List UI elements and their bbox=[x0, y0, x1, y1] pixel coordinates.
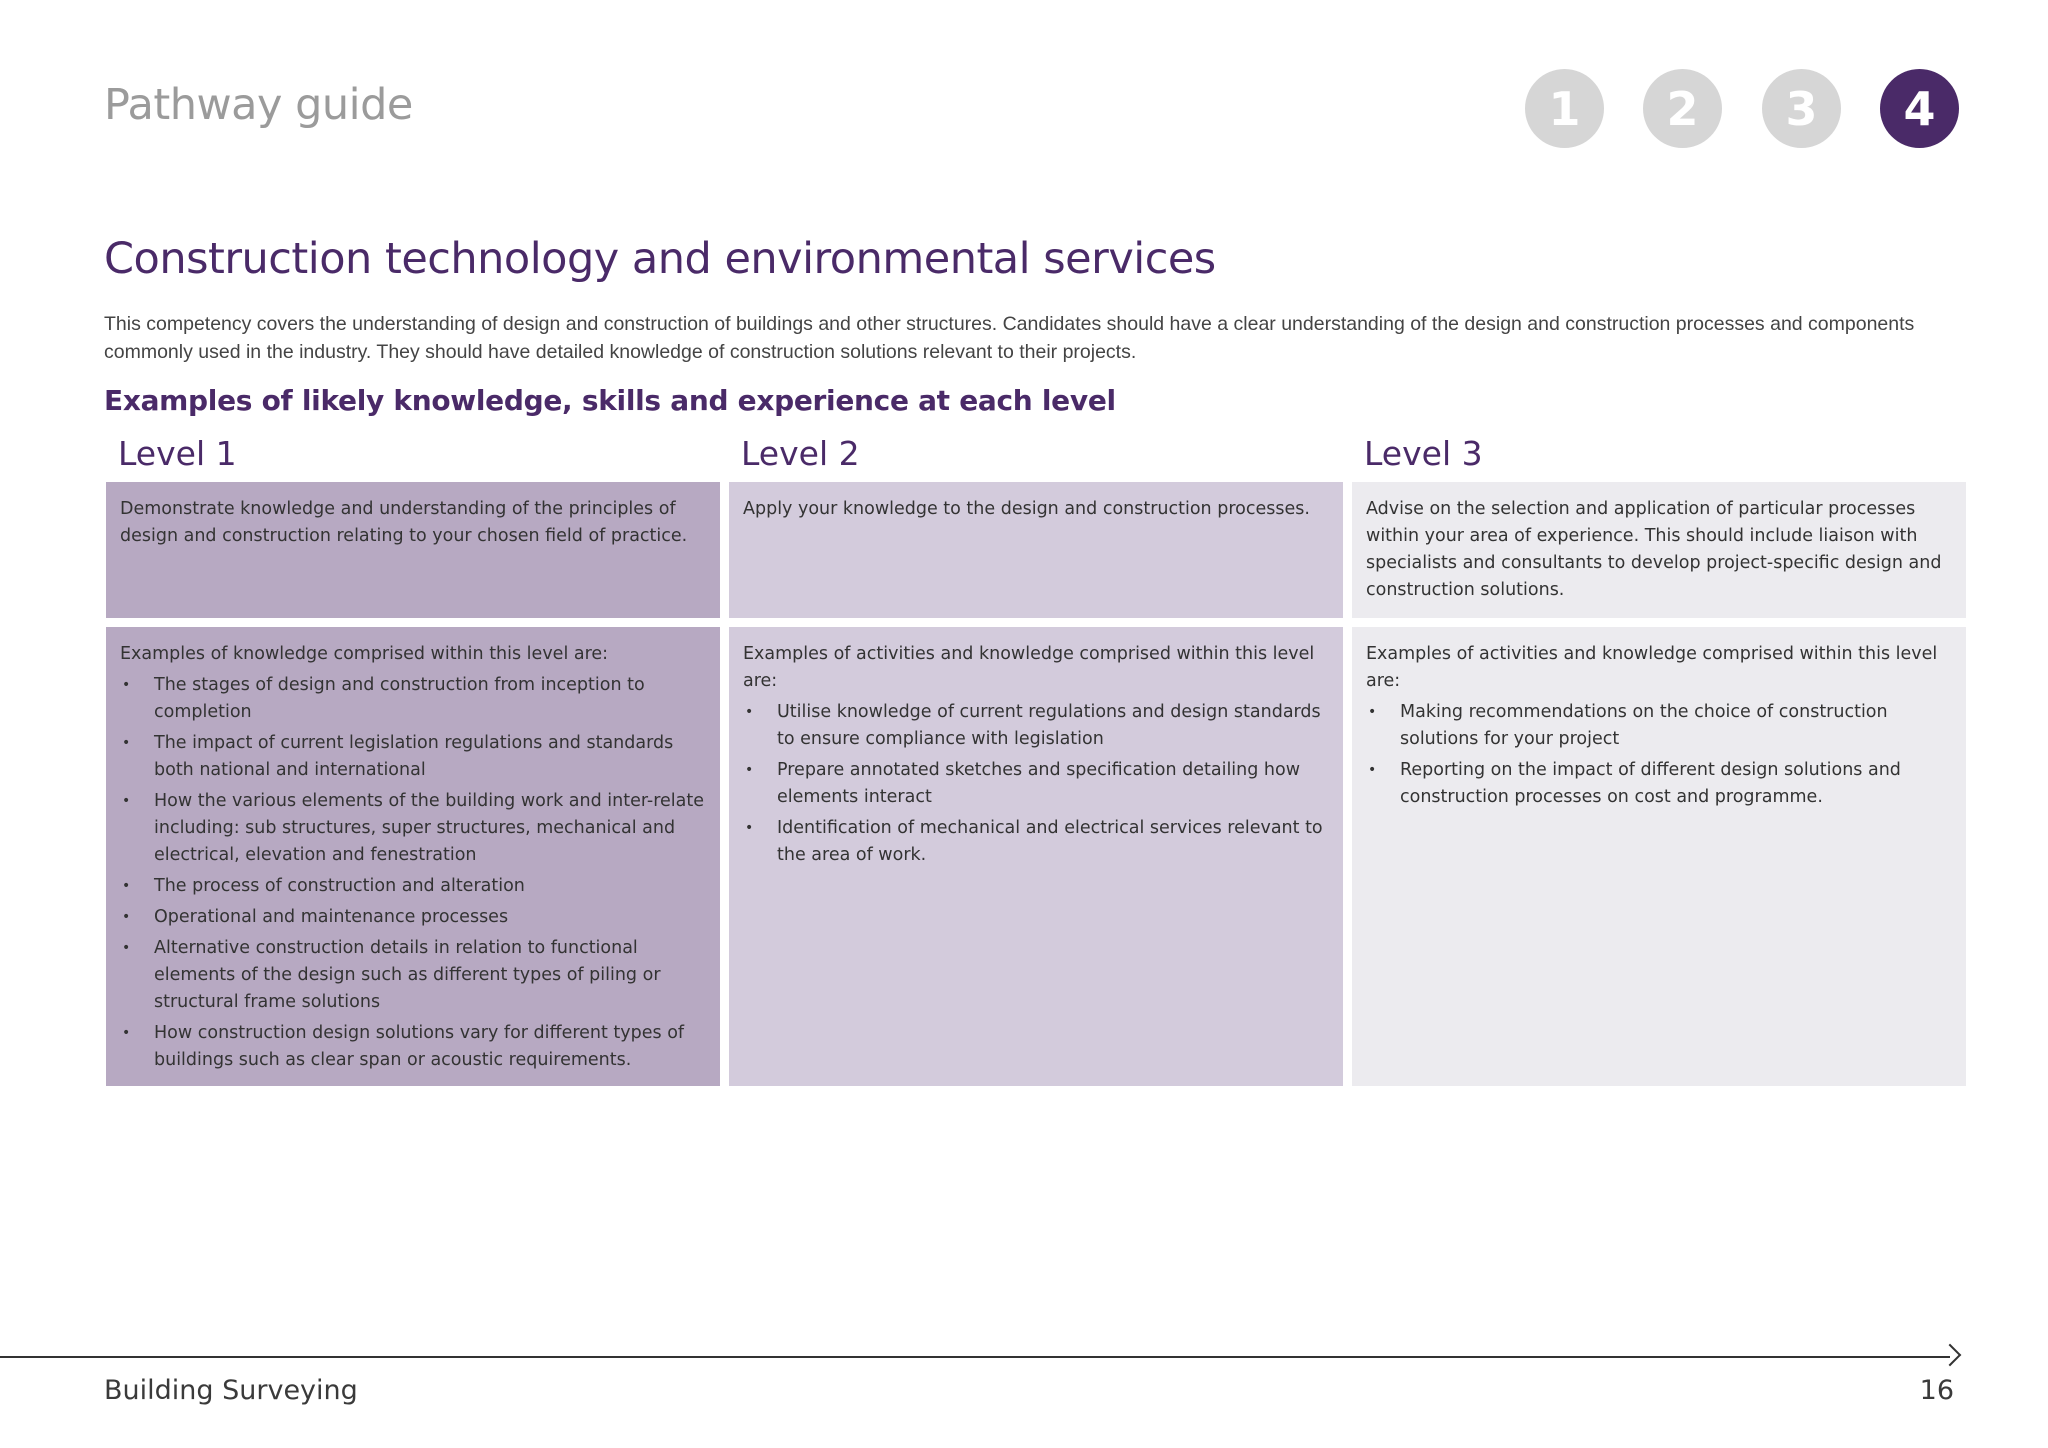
level-3-examples-list bbox=[1366, 699, 1952, 811]
level-2-examples-intro: Examples of activities and knowledge comprised within this level are: bbox=[743, 644, 1315, 691]
level-3-examples-box bbox=[1352, 627, 1966, 1086]
level-1-examples-intro: Examples of knowledge comprised within this level are: bbox=[120, 644, 609, 664]
list-item: • Identification of mechanical and electrical services relevant to the area of work. bbox=[743, 815, 1329, 869]
list-item: • Operational and maintenance processes bbox=[120, 904, 706, 931]
list-item: • The process of construction and alteration bbox=[120, 873, 706, 900]
level-1-summary: Demonstrate knowledge and understanding of the principles of design and construction relating to your chosen field of practice. bbox=[120, 499, 688, 546]
step-3[interactable]: 3 bbox=[1762, 69, 1841, 148]
level-2-examples-list bbox=[743, 699, 1329, 869]
list-item: • Reporting on the impact of different design solutions and construction processes on cost and programme. bbox=[1366, 757, 1952, 811]
level-1-heading: Level 1 bbox=[118, 434, 237, 473]
level-3-summary-box bbox=[1352, 482, 1966, 618]
header-title: Pathway guide bbox=[104, 80, 413, 130]
level-2-heading: Level 2 bbox=[741, 434, 860, 473]
list-item: • Making recommendations on the choice of construction solutions for your project bbox=[1366, 699, 1952, 753]
level-2-examples-box bbox=[729, 627, 1343, 1086]
list-item: • Prepare annotated sketches and specification detailing how elements interact bbox=[743, 757, 1329, 811]
step-4-active[interactable]: 4 bbox=[1880, 69, 1959, 148]
list-item: • Utilise knowledge of current regulations and design standards to ensure compliance with legislation bbox=[743, 699, 1329, 753]
level-2-summary: Apply your knowledge to the design and construction processes. bbox=[743, 499, 1310, 519]
step-2[interactable]: 2 bbox=[1643, 69, 1722, 148]
arrow-right-icon bbox=[1939, 1344, 1962, 1367]
level-1-summary-box bbox=[106, 482, 720, 618]
list-item: • How the various elements of the building work and inter-relate including: sub structures, super structures, mechanical and electrical, elevation and fenestration bbox=[120, 788, 706, 869]
level-3-examples-intro: Examples of activities and knowledge comprised within this level are: bbox=[1366, 644, 1938, 691]
footer-divider bbox=[0, 1356, 1950, 1358]
examples-subtitle: Examples of likely knowledge, skills and experience at each level bbox=[104, 384, 1116, 417]
list-item: • The impact of current legislation regulations and standards both national and international bbox=[120, 730, 706, 784]
list-item: • Alternative construction details in relation to functional elements of the design such as different types of piling or structural frame solutions bbox=[120, 935, 706, 1016]
level-1-examples-list bbox=[120, 672, 706, 1074]
section-title: Construction technology and environmental services bbox=[104, 234, 1216, 284]
footer-title: Building Surveying bbox=[104, 1375, 358, 1406]
section-intro: This competency covers the understanding of design and construction of buildings and other structures. Candidates should have a clear understanding of the design and construction processes and components commonly used in the industry. They should have detailed knowledge of construction solutions relevant to their projects. bbox=[104, 313, 1915, 363]
level-1-examples-box bbox=[106, 627, 720, 1086]
level-3-summary: Advise on the selection and application of particular processes within your area of experience. This should include liaison with specialists and consultants to develop project-specific design and construction solutions. bbox=[1366, 499, 1942, 600]
page-number: 16 bbox=[1919, 1375, 1954, 1406]
list-item: • The stages of design and construction from inception to completion bbox=[120, 672, 706, 726]
step-1[interactable]: 1 bbox=[1525, 69, 1604, 148]
level-3-heading: Level 3 bbox=[1364, 434, 1483, 473]
list-item: • How construction design solutions vary for different types of buildings such as clear span or acoustic requirements. bbox=[120, 1020, 706, 1074]
level-2-summary-box bbox=[729, 482, 1343, 618]
